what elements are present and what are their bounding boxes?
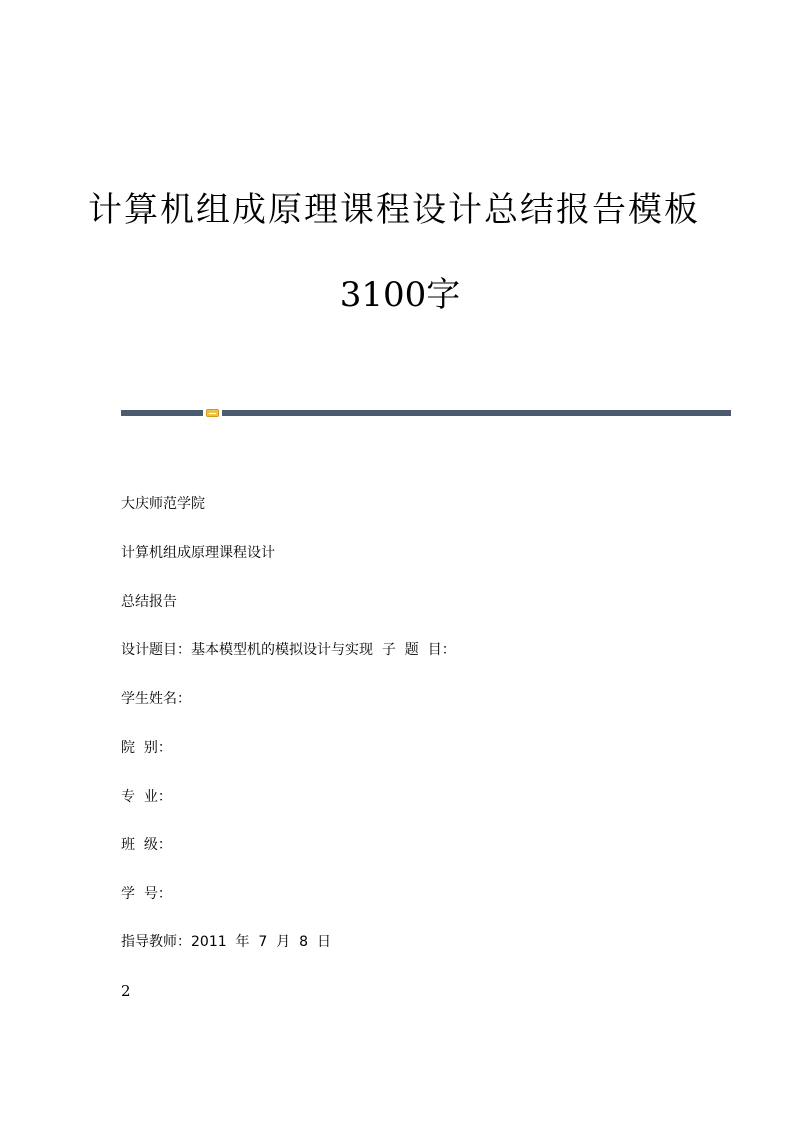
title-divider — [121, 409, 731, 417]
divider-bar-left — [121, 410, 203, 416]
field-design-topic: 设计题目：基本模型机的模拟设计与实现 子 题 目： — [121, 642, 456, 658]
field-student-name: 学生姓名： — [121, 691, 191, 707]
field-school: 大庆师范学院 — [121, 496, 205, 512]
divider-bar-right — [222, 410, 731, 416]
field-class: 班 级： — [121, 837, 172, 853]
document-icon — [206, 409, 219, 417]
field-report-type: 总结报告 — [121, 594, 177, 610]
document-title: 计算机组成原理课程设计总结报告模板 — [88, 190, 700, 230]
field-advisor-date: 指导教师：2011 年 7 月 8 日 — [121, 934, 331, 950]
page-number: 2 — [121, 982, 131, 1000]
field-course: 计算机组成原理课程设计 — [121, 545, 275, 561]
field-student-id: 学 号： — [121, 886, 172, 902]
document-subtitle: 3100字 — [339, 275, 461, 315]
field-department: 院 别： — [121, 740, 172, 756]
field-major: 专 业： — [121, 789, 172, 805]
